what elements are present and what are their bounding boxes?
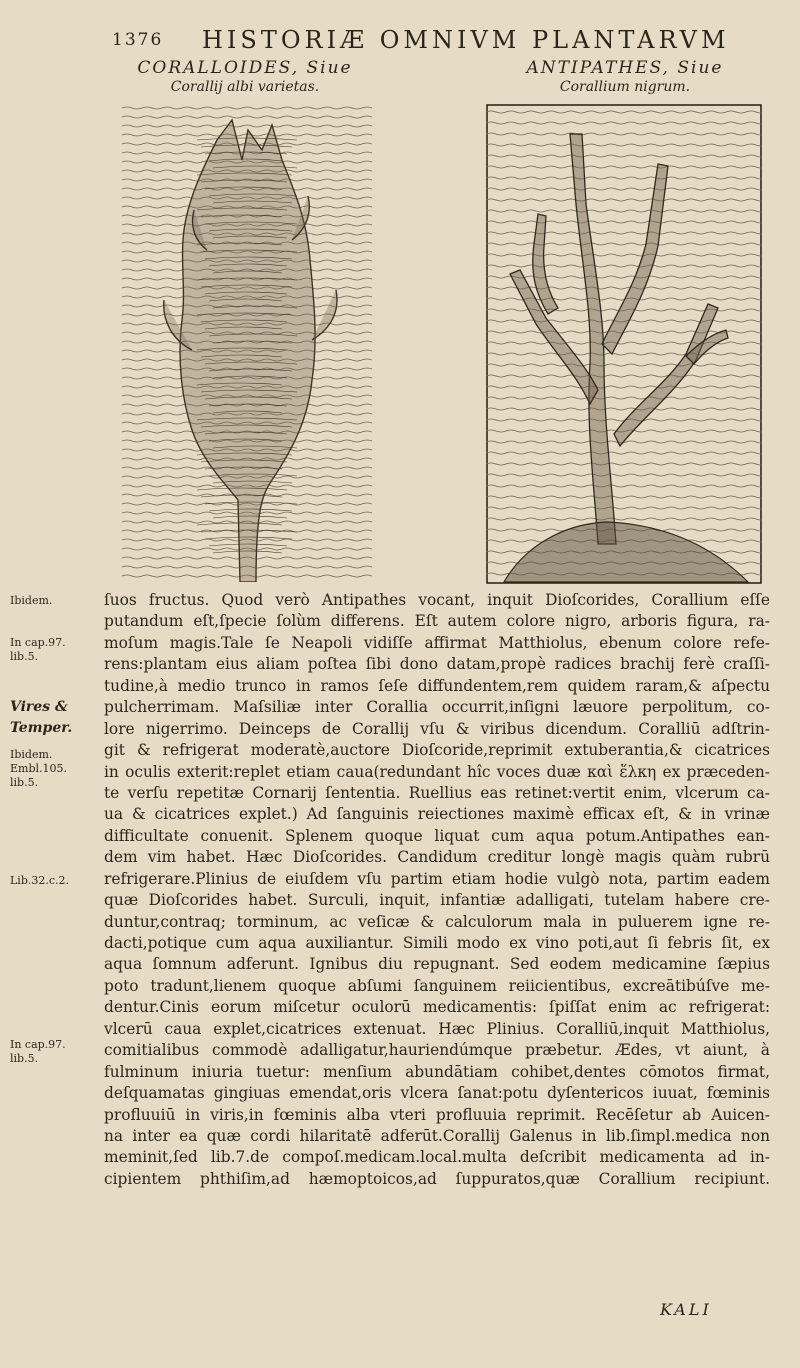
figure-caption-left [120,58,370,96]
text-line: comitialibus commodè adalligatur,hauriendúmque præbetur. Ædes, vt aiunt, à [104,1041,770,1060]
sidenote-lib-5c: lib.5. [10,1052,39,1065]
text-line: rens:plantam eius aliam poſtea ſibi dono datam,propè radices brachij ferè craſſi- [104,655,770,674]
text-line: ſuos fructus. Quod verò Antipathes vocant, inquit Dioſcorides, Corallium eſſe [104,591,770,609]
text-line: moſum magis.Tale ſe Neapoli vidiſſe affirmat Matthiolus, ebenum colore refe- [104,633,770,652]
figure-subtitle-right: Corallium nigrum. [559,79,691,95]
sidenote-lib-5b: lib.5. [10,776,39,789]
text-line: duntur,contraq; torminum, ac veſicæ & calculorum mala in puluerem igne re- [104,912,770,931]
figure-title-left: CORALLOIDES, Siue [137,58,353,78]
text-line: te verſu repetitæ Cornarij ſententia. Ruellius eas retinet:vertit enim, vlcerum ca- [104,783,770,802]
figure-caption-right [480,58,770,96]
text-line: refrigerare.Plinius de eiuſdem vſu partim etiam hodie vulgò nota, partim eadem [104,869,770,888]
text-line: difficultate conuenit. Splenem quoque liquat cum aqua potum.Antipathes ean- [104,826,770,845]
text-line: dentur.Cinis eorum miſcetur oculorū medicamentis: ſpiſſat enim ac refrigerat: [104,998,770,1017]
running-head [112,26,752,56]
text-line: lore nigerrimo. Deinceps de Corallij vſu & viribus dicendum. Coralliū adſtrin- [104,719,770,738]
sidenote-ibidem-2: Ibidem. [10,748,53,761]
text-line: git & refrigerat moderatè,auctore Dioſcoride,reprimit extuberantia,& cicatrices [104,741,770,760]
sidenote-in-cap-97: In cap.97. [10,636,66,649]
text-line: na inter ea quæ cordi hilaritatē adferūt.Corallij Galenus in lib.ſimpl.medica non [104,1126,770,1145]
text-line: deſquamatas gingiuas emendat,oris vlcera ſanat:potu dyſentericos iuuat, fœminis [104,1084,770,1103]
text-line: cipientem phthiſim,ad hæmoptoicos,ad ſuppuratos,quæ Corallium recipiunt. [104,1169,770,1188]
text-line: meminit,ſed lib.7.de compoſ.medicam.local.multa deſcribit medicamenta ad in- [104,1148,770,1167]
antipathes-woodcut [486,104,762,584]
text-line: profluuiū in viris,in fœminis alba vteri profluuia reprimit. Recēſetur ab Auicen- [104,1105,770,1124]
sidenote-lib-5: lib.5. [10,650,39,663]
text-line: dem vim habet. Hæc Dioſcorides. Candidum creditur longè magis quàm rubrū [104,848,770,867]
sidenote-temper: Temper. [10,720,73,736]
text-line: pulcherrimam. Maſsiliæ inter Corallia occurrit,inſigni læuore perpolitum, co- [104,698,770,717]
sidenote-ibidem-1: Ibidem. [10,594,53,607]
text-line: dacti,potique cum aqua auxiliantur. Simili modo ex vino poti,aut ſi febris ſit, ex [104,934,770,952]
text-line: tudine,à medio trunco in ramos ſeſe diffundentem,rem quidem raram,& aſpectu [104,676,770,695]
page-number: 1376 [112,30,164,50]
sidenote-embl-105: Embl.105. [10,762,68,775]
text-line: poto tradunt,lienem quoque abſumi ſanguinem reiicientibus, excreātibúſve me- [104,976,770,995]
running-title: HISTORIÆ OMNIVM PLANTARVM [202,26,730,54]
text-line: vlcerū caua explet,cicatrices extenuat. Hæc Plinius. Coralliū,inquit Matthiolus, [104,1019,770,1038]
figure-subtitle-left: Corallij albi varietas. [170,79,320,95]
text-line: aqua ſomnum adferunt. Ignibus diu repugnant. Sed eodem medicamine ſæpius [104,955,770,974]
catchword: KALI [660,1300,712,1319]
sidenote-lib-32: Lib.32.c.2. [10,874,70,887]
sidenote-vires: Vires & [10,699,68,715]
body-text [104,590,770,1190]
figure-title-right: ANTIPATHES, Siue [526,58,724,78]
text-line: ua & cicatrices explet.) Ad ſanguinis reiectiones maximè efficax eſt, & in vrinæ [104,805,770,824]
coralloides-woodcut [122,100,372,582]
text-line: putandum eſt,ſpecie ſolùm differens. Eſt autem colore nigro, arboris figura, ra- [104,612,770,631]
text-line: quæ Dioſcorides habet. Surculi, inquit, infantiæ adalligati, tutelam habere cre- [104,891,770,910]
text-line: fulminum iniuria tuetur: menſium abundātiam cohibet,dentes cōmotos firmat, [104,1062,770,1081]
text-line: in oculis exterit:replet etiam caua(redundant hîc voces duæ καὶ ἕλκη ex præceden- [104,762,770,781]
sidenote-in-cap-97b: In cap.97. [10,1038,66,1051]
